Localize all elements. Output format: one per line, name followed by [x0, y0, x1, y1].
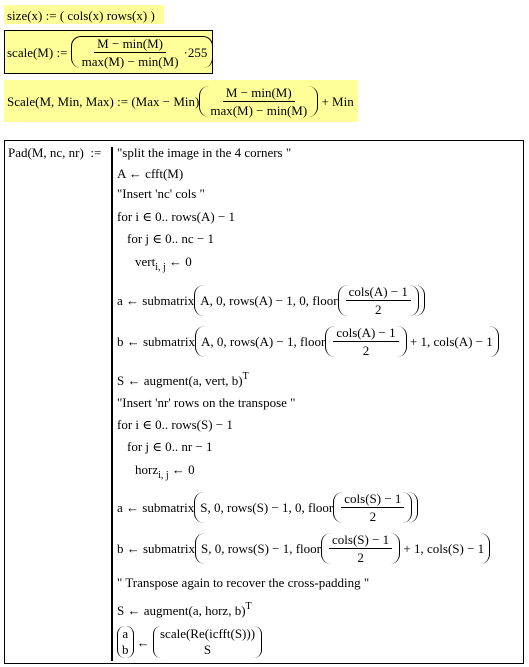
size-definition[interactable] — [7, 9, 155, 22]
return-lhs-a: a — [122, 626, 129, 641]
submatrix-b2-denominator: 2 — [357, 549, 364, 565]
scale-definition[interactable] — [7, 34, 213, 70]
scale-factor: ·255 — [183, 45, 208, 60]
submatrix-b-floor-paren — [325, 326, 406, 357]
submatrix-b-paren — [195, 326, 499, 357]
pad-definition-lhs[interactable] — [8, 146, 101, 159]
scale-denominator: max(M) − min(M) — [81, 54, 179, 69]
scale3-definition[interactable] — [7, 82, 354, 120]
submatrix-a2-args: S, 0, rows(S) − 1, 0, floor — [200, 499, 334, 515]
scale-paren — [71, 36, 214, 68]
submatrix-a2-numerator: cols(S) − 1 — [341, 492, 404, 508]
submatrix-b-args: A, 0, rows(A) − 1, floor — [201, 333, 326, 349]
return-lhs-vector — [117, 626, 134, 658]
submatrix-b2-head: b ← submatrix — [117, 540, 195, 556]
return-lhs-b: b — [122, 642, 129, 657]
pad-assign: := — [90, 145, 102, 160]
vert-var: vert — [135, 254, 156, 269]
pad-line-submatrix-b2[interactable] — [117, 531, 490, 565]
submatrix-b-head: b ← submatrix — [117, 333, 195, 349]
vert-rhs: ← 0 — [169, 254, 192, 269]
submatrix-b-fraction — [333, 326, 398, 357]
submatrix-a2-paren — [194, 492, 418, 523]
return-arrow: ← — [136, 634, 150, 650]
submatrix-a2-denominator: 2 — [369, 508, 377, 524]
scale-numerator: M − min(M) — [94, 37, 166, 53]
pad-line-horz-assign[interactable] — [135, 463, 195, 481]
scale-fraction — [79, 37, 182, 68]
horz-subscript: i, j — [158, 470, 169, 481]
augment-vert-expr: S ← augment(a, vert, b) — [117, 373, 243, 388]
scale3-fraction — [207, 86, 310, 117]
submatrix-a-paren — [194, 285, 425, 316]
submatrix-a-numerator: cols(A) − 1 — [346, 285, 411, 301]
submatrix-a-fraction — [346, 285, 411, 316]
scale-assign: := — [56, 44, 68, 60]
submatrix-b2-numerator: cols(S) − 1 — [329, 533, 392, 549]
scale3-post: + Min — [321, 93, 354, 109]
return-rhs-vector — [153, 626, 262, 658]
pad-line-submatrix-a2[interactable] — [117, 490, 418, 524]
submatrix-b2-fraction — [329, 533, 392, 564]
pad-line-for-j-nr[interactable]: for j ∈ 0.. nr − 1 — [127, 439, 213, 454]
horz-var: horz — [135, 462, 159, 477]
submatrix-b2-args: S, 0, rows(S) − 1, floor — [201, 540, 321, 556]
pad-program-bar — [111, 147, 113, 661]
pad-line-for-j-nc[interactable]: for j ∈ 0.. nc − 1 — [127, 231, 214, 246]
scale3-numerator: M − min(M) — [223, 86, 295, 102]
scale-lhs: scale(M) — [7, 44, 54, 60]
pad-line-return-vector[interactable] — [117, 624, 262, 660]
submatrix-a2-floor-paren — [333, 492, 412, 523]
size-lhs: size(x) — [7, 8, 43, 23]
submatrix-a-args: A, 0, rows(A) − 1, 0, floor — [200, 292, 338, 308]
submatrix-a-head: a ← submatrix — [117, 292, 195, 308]
submatrix-a-denominator: 2 — [374, 301, 382, 317]
scale3-assign: := — [117, 93, 129, 109]
augment-vert-transpose: T — [242, 371, 249, 382]
submatrix-b-denominator: 2 — [362, 342, 370, 358]
pad-line-comment-transpose[interactable]: " Transpose again to recover the cross-padding " — [117, 575, 370, 590]
augment-horz-transpose: T — [245, 601, 252, 612]
augment-horz-expr: S ← augment(a, horz, b) — [117, 603, 246, 618]
scale3-denominator: max(M) − min(M) — [210, 102, 308, 118]
vert-subscript: i, j — [155, 262, 166, 273]
submatrix-a2-fraction — [341, 492, 404, 523]
horz-rhs: ← 0 — [171, 462, 195, 477]
submatrix-b2-paren — [195, 533, 490, 564]
pad-line-submatrix-b[interactable] — [117, 324, 499, 358]
pad-line-comment-rows[interactable]: "Insert 'nr' rows on the transpose " — [117, 395, 296, 410]
scale3-lhs: Scale(M, Min, Max) — [7, 93, 114, 109]
submatrix-b2-floor-paren — [321, 533, 400, 564]
pad-line-comment-split[interactable]: "split the image in the 4 corners " — [117, 145, 292, 160]
pad-line-vert-assign[interactable] — [135, 255, 192, 273]
pad-line-augment-horz[interactable] — [117, 602, 252, 617]
submatrix-a-floor-paren — [338, 285, 419, 316]
submatrix-b-tail: + 1, cols(A) − 1 — [409, 333, 493, 349]
size-rhs: ( cols(x) rows(x) ) — [59, 8, 155, 23]
pad-line-augment-vert[interactable] — [117, 372, 249, 387]
submatrix-b2-tail: + 1, cols(S) − 1 — [403, 540, 485, 556]
pad-line-submatrix-a[interactable] — [117, 283, 425, 317]
scale3-paren — [199, 86, 318, 117]
scale3-pre: (Max − Min) — [131, 93, 200, 109]
submatrix-b-numerator: cols(A) − 1 — [333, 326, 398, 342]
submatrix-a2-head: a ← submatrix — [117, 499, 195, 515]
pad-line-for-i-rows-a[interactable]: for i ∈ 0.. rows(A) − 1 — [117, 209, 236, 224]
size-assign: := — [45, 8, 57, 23]
pad-line-comment-cols[interactable]: "Insert 'nc' cols " — [117, 186, 205, 201]
pad-lhs: Pad(M, nc, nr) — [8, 145, 84, 160]
pad-line-for-i-rows-s[interactable]: for i ∈ 0.. rows(S) − 1 — [117, 417, 233, 432]
return-rhs-s: S — [203, 642, 212, 657]
return-rhs-scale: scale(Re(icfft(S))) — [160, 626, 256, 641]
pad-line-cfft[interactable]: A ← cfft(M) — [117, 166, 184, 181]
